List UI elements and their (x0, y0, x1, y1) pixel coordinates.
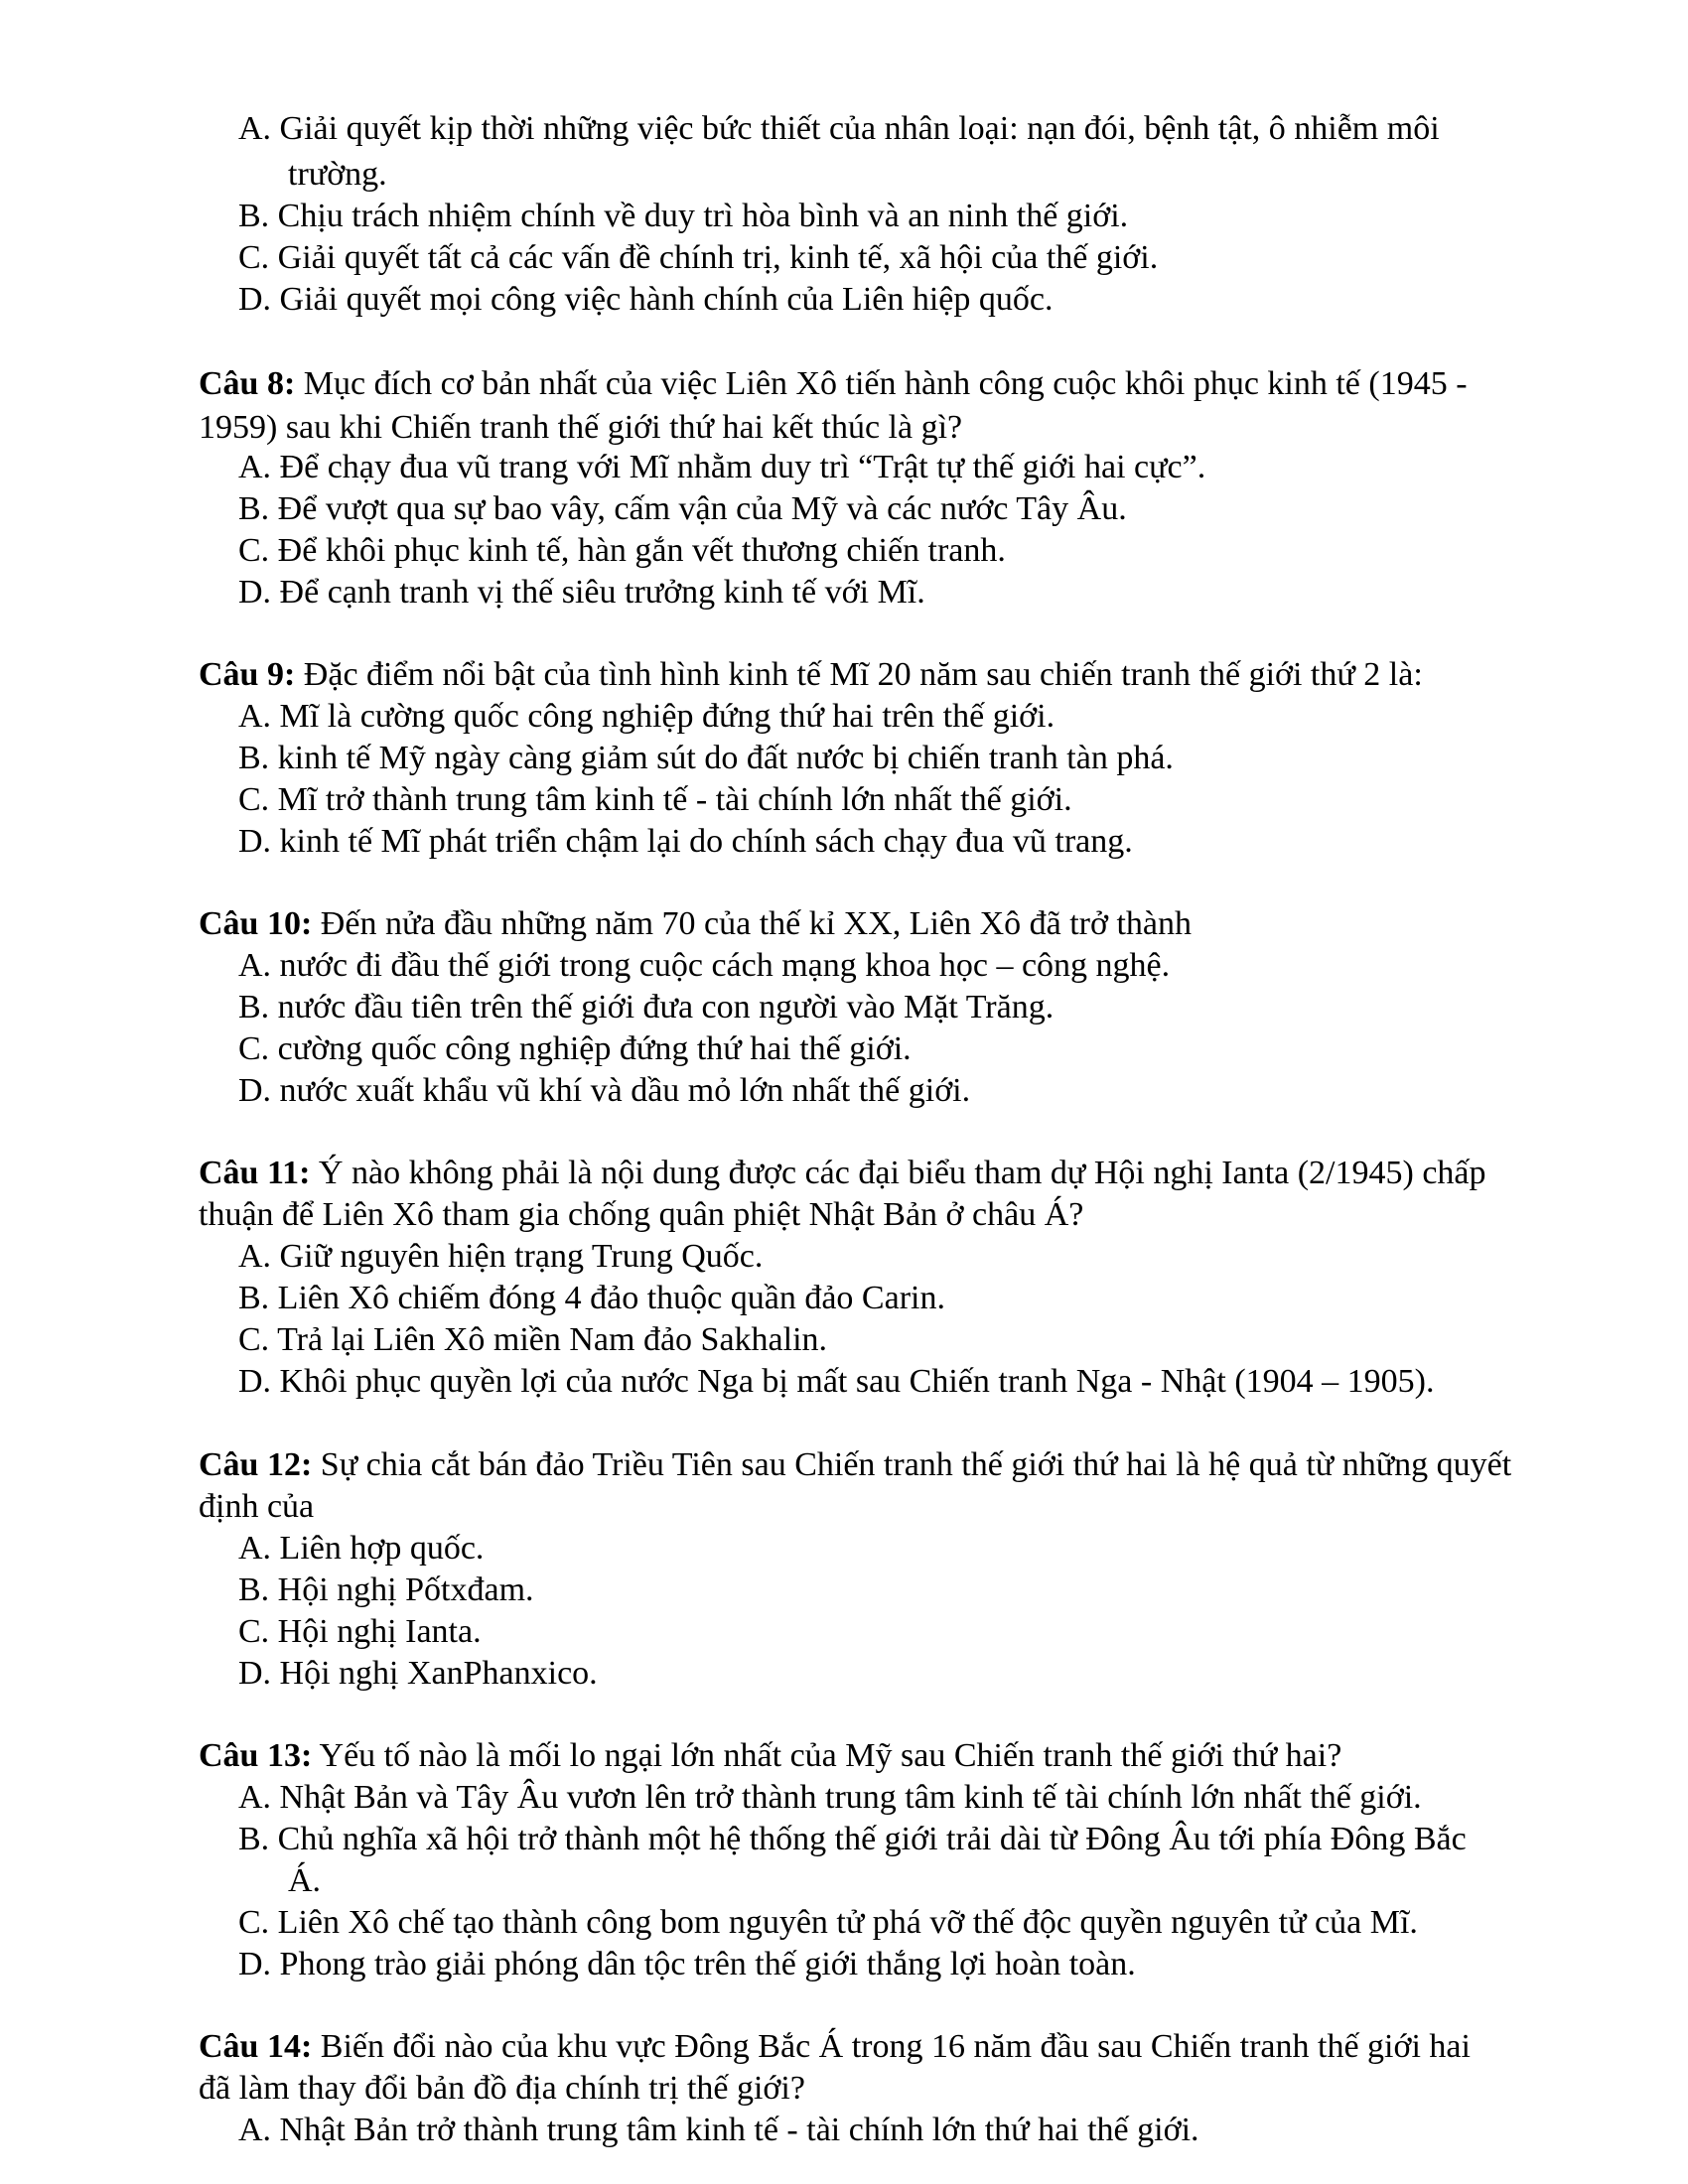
question-text-line (199, 1445, 1511, 1485)
line-text: A. Giải quyết kịp thời những việc bức thiết của nhân loại: nạn đói, bệnh tật, ô nhiễm môi (238, 110, 1440, 147)
line-text: C. Hội nghị Ianta. (238, 1613, 482, 1650)
question-text-line (199, 1195, 1083, 1235)
line-text: Ý nào không phải là nội dung được các đại biểu tham dự Hội nghị Ianta (2/1945) chấp (310, 1155, 1486, 1191)
line-text: Mục đích cơ bản nhất của việc Liên Xô tiến hành công cuộc khôi phục kinh tế (1945 - (295, 365, 1468, 402)
line-text: C. Trả lại Liên Xô miền Nam đảo Sakhalin. (238, 1321, 828, 1358)
answer-option-continuation (288, 1861, 321, 1901)
line-text: A. Nhật Bản trở thành trung tâm kinh tế - tài chính lớn thứ hai thế giới. (238, 2112, 1199, 2148)
line-text: B. Để vượt qua sự bao vây, cấm vận của Mỹ và các nước Tây Âu. (238, 490, 1127, 527)
line-text: B. Hội nghị Pốtxđam. (238, 1571, 534, 1608)
answer-option (238, 1529, 484, 1569)
question-text-line (199, 1487, 314, 1527)
line-text: A. Liên hợp quốc. (238, 1530, 485, 1567)
question-number: Câu 14: (199, 2028, 313, 2065)
line-text: B. kinh tế Mỹ ngày càng giảm sút do đất nước bị chiến tranh tàn phá. (238, 740, 1174, 776)
line-text: A. Giữ nguyên hiện trạng Trung Quốc. (238, 1238, 764, 1275)
line-text: A. nước đi đầu thế giới trong cuộc cách mạng khoa học – công nghệ. (238, 947, 1171, 984)
line-text: C. cường quốc công nghiệp đứng thứ hai thế giới. (238, 1030, 912, 1067)
answer-option (238, 1820, 1467, 1859)
line-text: A. Để chạy đua vũ trang với Mĩ nhằm duy trì “Trật tự thế giới hai cực”. (238, 449, 1206, 485)
answer-option-continuation (288, 155, 387, 195)
line-text: B. Liên Xô chiếm đóng 4 đảo thuộc quần đảo Carin. (238, 1280, 945, 1316)
line-text: C. Để khôi phục kinh tế, hàn gắn vết thương chiến tranh. (238, 532, 1006, 569)
answer-option (238, 1029, 912, 1069)
line-text: Đặc điểm nổi bật của tình hình kinh tế Mĩ 20 năm sau chiến tranh thế giới thứ 2 là: (295, 656, 1423, 693)
question-text-line (199, 655, 1423, 695)
answer-option (238, 697, 1055, 737)
line-text: A. Nhật Bản và Tây Âu vươn lên trở thành trung tâm kinh tế tài chính lớn nhất thế giới. (238, 1779, 1422, 1816)
line-text: D. Giải quyết mọi công việc hành chính của Liên hiệp quốc. (238, 281, 1054, 318)
question-text-line (199, 1736, 1341, 1776)
answer-option (238, 238, 1158, 278)
answer-option (238, 946, 1170, 986)
answer-option (238, 822, 1133, 862)
answer-option (238, 1778, 1422, 1818)
line-text: Sự chia cắt bán đảo Triều Tiên sau Chiến tranh thế giới thứ hai là hệ quả từ những quyết (312, 1446, 1512, 1483)
question-number: Câu 8: (199, 365, 296, 402)
line-text: B. nước đầu tiên trên thế giới đưa con người vào Mặt Trăng. (238, 989, 1055, 1025)
question-number: Câu 13: (199, 1737, 313, 1774)
answer-option (238, 1945, 1136, 1984)
question-number: Câu 10: (199, 905, 313, 942)
line-text: B. Chịu trách nhiệm chính về duy trì hòa bình và an ninh thế giới. (238, 198, 1129, 234)
line-text: D. nước xuất khẩu vũ khí và dầu mỏ lớn nhất thế giới. (238, 1072, 971, 1109)
line-text: đã làm thay đổi bản đồ địa chính trị thế giới? (199, 2070, 805, 2107)
line-text: D. kinh tế Mĩ phát triển chậm lại do chính sách chạy đua vũ trang. (238, 823, 1133, 860)
question-text-line (199, 364, 1468, 404)
answer-option (238, 109, 1440, 149)
answer-option (238, 739, 1174, 778)
line-text: Đến nửa đầu những năm 70 của thế kỉ XX, Liên Xô đã trở thành (312, 905, 1193, 942)
answer-option (238, 1320, 827, 1360)
line-text: A. Mĩ là cường quốc công nghiệp đứng thứ hai trên thế giới. (238, 698, 1055, 735)
answer-option (238, 1237, 763, 1277)
line-text: C. Mĩ trở thành trung tâm kinh tế - tài chính lớn nhất thế giới. (238, 781, 1072, 818)
question-number: Câu 9: (199, 656, 296, 693)
answer-option (238, 988, 1054, 1027)
line-text: D. Phong trào giải phóng dân tộc trên thế giới thắng lợi hoàn toàn. (238, 1946, 1136, 1982)
answer-option (238, 1612, 482, 1652)
answer-option (238, 1654, 598, 1694)
question-text-line (199, 904, 1192, 944)
answer-option (238, 1570, 534, 1610)
line-text: D. Hội nghị XanPhanxico. (238, 1655, 598, 1692)
line-text: Á. (288, 1862, 322, 1899)
question-text-line (199, 1154, 1486, 1193)
answer-option (238, 489, 1127, 529)
question-text-line (199, 2027, 1471, 2067)
answer-option (238, 573, 925, 613)
line-text: Yếu tố nào là mối lo ngại lớn nhất của Mỹ sau Chiến tranh thế giới thứ hai? (312, 1737, 1342, 1774)
question-number: Câu 11: (199, 1155, 311, 1191)
line-text: 1959) sau khi Chiến tranh thế giới thứ hai kết thúc là gì? (199, 409, 963, 446)
line-text: C. Liên Xô chế tạo thành công bom nguyên tử phá vỡ thế độc quyền nguyên tử của Mĩ. (238, 1904, 1418, 1941)
line-text: C. Giải quyết tất cả các vấn đề chính trị, kinh tế, xã hội của thế giới. (238, 239, 1159, 276)
answer-option (238, 1362, 1434, 1402)
answer-option (238, 280, 1053, 320)
line-text: trường. (288, 156, 387, 193)
line-text: D. Khôi phục quyền lợi của nước Nga bị mất sau Chiến tranh Nga - Nhật (1904 – 1905). (238, 1363, 1435, 1400)
question-text-line (199, 408, 962, 448)
answer-option (238, 531, 1006, 571)
line-text: Biến đổi nào của khu vực Đông Bắc Á trong 16 năm đầu sau Chiến tranh thế giới hai (312, 2028, 1471, 2065)
line-text: thuận để Liên Xô tham gia chống quân phiệt Nhật Bản ở châu Á? (199, 1196, 1084, 1233)
answer-option (238, 1903, 1418, 1943)
line-text: D. Để cạnh tranh vị thế siêu trưởng kinh tế với Mĩ. (238, 574, 925, 611)
answer-option (238, 1071, 970, 1111)
answer-option (238, 1279, 945, 1318)
question-number: Câu 12: (199, 1446, 313, 1483)
line-text: định của (199, 1488, 315, 1525)
answer-option (238, 197, 1128, 236)
question-text-line (199, 2069, 805, 2109)
answer-option (238, 780, 1072, 820)
line-text: B. Chủ nghĩa xã hội trở thành một hệ thống thế giới trải dài từ Đông Âu tới phía Đông Bắc (238, 1821, 1467, 1857)
answer-option (238, 2111, 1199, 2150)
answer-option (238, 448, 1205, 487)
